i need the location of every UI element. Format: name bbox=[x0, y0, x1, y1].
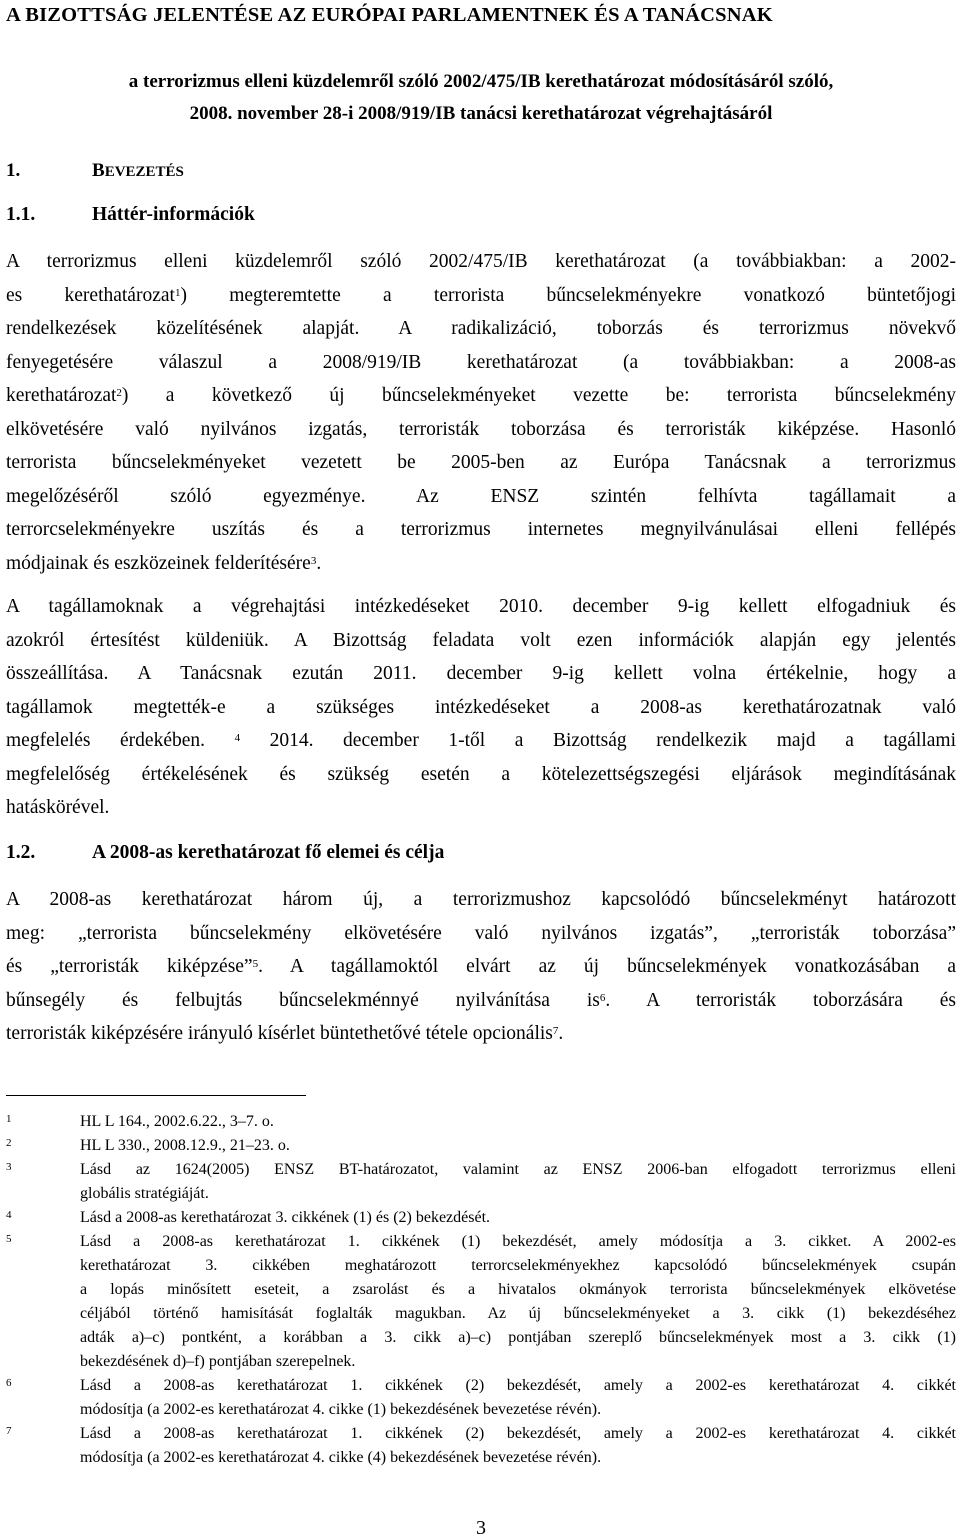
subsection-number: 1.2. bbox=[6, 842, 36, 863]
footnote-text-line: bekezdésének d)–f) pontjában szerepelnek. bbox=[80, 1353, 356, 1370]
text-line: bűnsegély és felbujtás bűncselekménnyé nyilvánítása $is^6$. A terroristák toborzására és bbox=[6, 989, 957, 1011]
footnote-mark: 1 bbox=[6, 1113, 12, 1125]
text-line: terrorcselekményekre uszítás és a terrorizmus internetes megnyilvánulásai elleni fellépés bbox=[6, 519, 956, 540]
text-line: hatáskörével. bbox=[6, 797, 110, 818]
text-line: tagállamok megtették-e a szükséges intézkedéseket a 2008-as kerethatározatnak való bbox=[6, 696, 956, 718]
footnote-ref[interactable]: 3 bbox=[310, 554, 317, 567]
footnote-text-line: Lásd a 2008-as kerethatározat 1. cikkének (2) bekezdését, amely a 2002-es kerethatározat 4. cikkét bbox=[80, 1377, 956, 1394]
footnote-ref[interactable]: 1 bbox=[174, 286, 181, 299]
footnote bbox=[6, 1110, 956, 1134]
section-heading-introduction bbox=[6, 160, 184, 182]
text-line: terroristák kiképzésére irányuló kísérlet büntethetővé tétele opcionális$^7$. bbox=[6, 1023, 564, 1044]
footnote-ref[interactable]: 2 bbox=[116, 387, 122, 399]
footnote-text-line: Lásd a 2008-as kerethatározat 1. cikkének (1) bekezdését, amely módosítja a 3. cikket. A 2002-es bbox=[80, 1233, 956, 1250]
footnote-text-line: adták a)–c) pontként, a korábban a 3. cikk a)–c) pontjában szereplő bűncselekmények most a 3. cikk (1) bbox=[80, 1329, 956, 1346]
text-line: rendelkezések közelítésének alapját. A radikalizáció, toborzás és terrorizmus növekvő bbox=[6, 318, 956, 339]
footnote-mark: 3 bbox=[6, 1161, 12, 1173]
text-line: megfelelőség értékelésének és szükség esetén a kötelezettségszegési eljárások megindításának bbox=[6, 763, 956, 785]
text-line: A terrorizmus elleni küzdelemről szóló 2002/475/IB kerethatározat (a továbbiakban: a 2002- bbox=[6, 251, 956, 272]
footnote-ref[interactable]: 4 bbox=[234, 732, 241, 744]
paragraph-main-elements bbox=[6, 883, 956, 1051]
report-subtitle bbox=[6, 66, 956, 130]
subsection-title: Háttér-információk bbox=[92, 204, 255, 225]
text-line: fenyegetésére válaszul a 2008/919/IB kerethatározat (a továbbiakban: a 2008-as bbox=[6, 351, 956, 373]
footnote-mark: 2 bbox=[6, 1137, 12, 1149]
text-line: elkövetésére való nyilvános izgatás, terroristák toborzása és terroristák kiképzése. Hasonló bbox=[6, 418, 956, 440]
report-title: A BIZOTTSÁG JELENTÉSE AZ EURÓPAI PARLAMENTNEK ÉS A TANÁCSNAK bbox=[6, 4, 773, 26]
text-line: megelőzéséről szóló egyezménye. Az ENSZ szintén felhívta tagállamait a bbox=[6, 485, 956, 507]
text-line: megfelelés érdekében. $^4$ 2014. december 1-től a Bizottság rendelkezik majd a tagállami bbox=[6, 730, 957, 751]
text-line: es kerethatározat$^1$) megteremtette a terrorista bűncselekményekre vonatkozó büntetőjogi bbox=[6, 284, 956, 306]
paragraph-background bbox=[6, 245, 956, 580]
footnote-text-line: módosítja (a 2002-es kerethatározat 4. cikke (1) bekezdésének bevezetése révén). bbox=[80, 1401, 602, 1418]
text-line: terrorista bűncselekményeket vezetett be 2005-ben az Európa Tanácsnak a terrorizmus bbox=[6, 452, 956, 473]
text-line: módjainak és eszközeinek felderítésére$^3$. bbox=[6, 552, 322, 574]
footnote-text-line: kerethatározat 3. cikkében meghatározott terrorcselekményekhez kapcsolódó bűncselekmények csupán bbox=[80, 1257, 956, 1274]
footnote bbox=[6, 1134, 956, 1158]
subsection-heading-background bbox=[6, 204, 255, 226]
footnote bbox=[6, 1158, 956, 1206]
text-line: azokról értesítést küldeniük. A Bizottság feladata volt ezen információk alapján egy jelentés bbox=[6, 629, 956, 651]
text-line: A 2008-as kerethatározat három új, a terrorizmushoz kapcsolódó bűncselekményt határozott bbox=[6, 889, 956, 910]
footnote-ref[interactable]: 7 bbox=[552, 1025, 559, 1037]
footnote-text-line: a lopás minősített eseteit, a zsarolást és a hivatalos okmányok terrorista bűncselekmények elkövetése bbox=[80, 1281, 956, 1298]
footnote bbox=[6, 1230, 956, 1374]
footnote bbox=[6, 1206, 956, 1230]
footnote bbox=[6, 1422, 956, 1470]
footnote-ref[interactable]: 6 bbox=[599, 991, 606, 1004]
page-number: 3 bbox=[476, 1517, 486, 1539]
subtitle-line: 2008. november 28-i 2008/919/IB tanácsi kerethatározat végrehajtásáról bbox=[189, 103, 773, 124]
footnote-ref[interactable]: 5 bbox=[252, 958, 259, 970]
text-line: meg: „terrorista bűncselekmény elkövetésére való nyilvános izgatás”, „terroristák toborzása” bbox=[6, 922, 956, 944]
footnote-mark: 6 bbox=[6, 1377, 12, 1389]
footnote-text-line: HL L 330., 2008.12.9., 21–23. o. bbox=[80, 1137, 290, 1154]
footnote-text-line: módosítja (a 2002-es kerethatározat 4. cikke (4) bekezdésének bevezetése révén). bbox=[80, 1449, 602, 1466]
footnote-mark: 5 bbox=[6, 1233, 12, 1245]
footnote-text-line: globális stratégiáját. bbox=[80, 1185, 209, 1202]
footnote-separator bbox=[6, 1095, 306, 1096]
text-line: és „terroristák kiképzése”$^5$. A tagállamoktól elvárt az új bűncselekmények vonatkozásában a bbox=[6, 956, 956, 977]
footnote-text-line: HL L 164., 2002.6.22., 3–7. o. bbox=[80, 1113, 274, 1130]
paragraph-implementation bbox=[6, 590, 956, 825]
section-number: 1. bbox=[6, 160, 21, 181]
footnote bbox=[6, 1374, 956, 1422]
footnote-text-line: céljából történő hamisítását foglalták magukban. Az új bűncselekményeket a 3. cikk (1) bekezdéséhez bbox=[80, 1305, 956, 1322]
subsection-title: A 2008-as kerethatározat fő elemei és célja bbox=[92, 842, 445, 863]
text-line: összeállítása. A Tanácsnak ezután 2011. december 9-ig kellett volna értékelnie, hogy a bbox=[6, 663, 956, 684]
subtitle-line: a terrorizmus elleni küzdelemről szóló 2002/475/IB kerethatározat módosításáról szóló, bbox=[128, 71, 834, 92]
subsection-heading-main-elements bbox=[6, 842, 444, 864]
text-line: kerethatározat$^2$) a következő új bűncselekményeket vezette be: terrorista bűncselekmény bbox=[6, 385, 956, 406]
footnote-mark: 7 bbox=[6, 1425, 12, 1437]
section-title-initial: B bbox=[92, 160, 105, 181]
footnote-text-line: Lásd az 1624(2005) ENSZ BT-határozatot, valamint az ENSZ 2006-ban elfogadott terrorizmus elleni bbox=[80, 1161, 956, 1178]
footnote-text-line: Lásd a 2008-as kerethatározat 1. cikkének (2) bekezdését, amely a 2002-es kerethatározat 4. cikkét bbox=[80, 1425, 956, 1442]
section-title-rest: EVEZETÉS bbox=[104, 164, 184, 180]
footnotes bbox=[6, 1110, 956, 1470]
subsection-number: 1.1. bbox=[6, 204, 36, 225]
text-line: A tagállamoknak a végrehajtási intézkedéseket 2010. december 9-ig kellett elfogadniuk és bbox=[6, 596, 956, 617]
footnote-mark: 4 bbox=[6, 1209, 12, 1221]
footnote-text-line: Lásd a 2008-as kerethatározat 3. cikkének (1) és (2) bekezdését. bbox=[80, 1209, 491, 1226]
